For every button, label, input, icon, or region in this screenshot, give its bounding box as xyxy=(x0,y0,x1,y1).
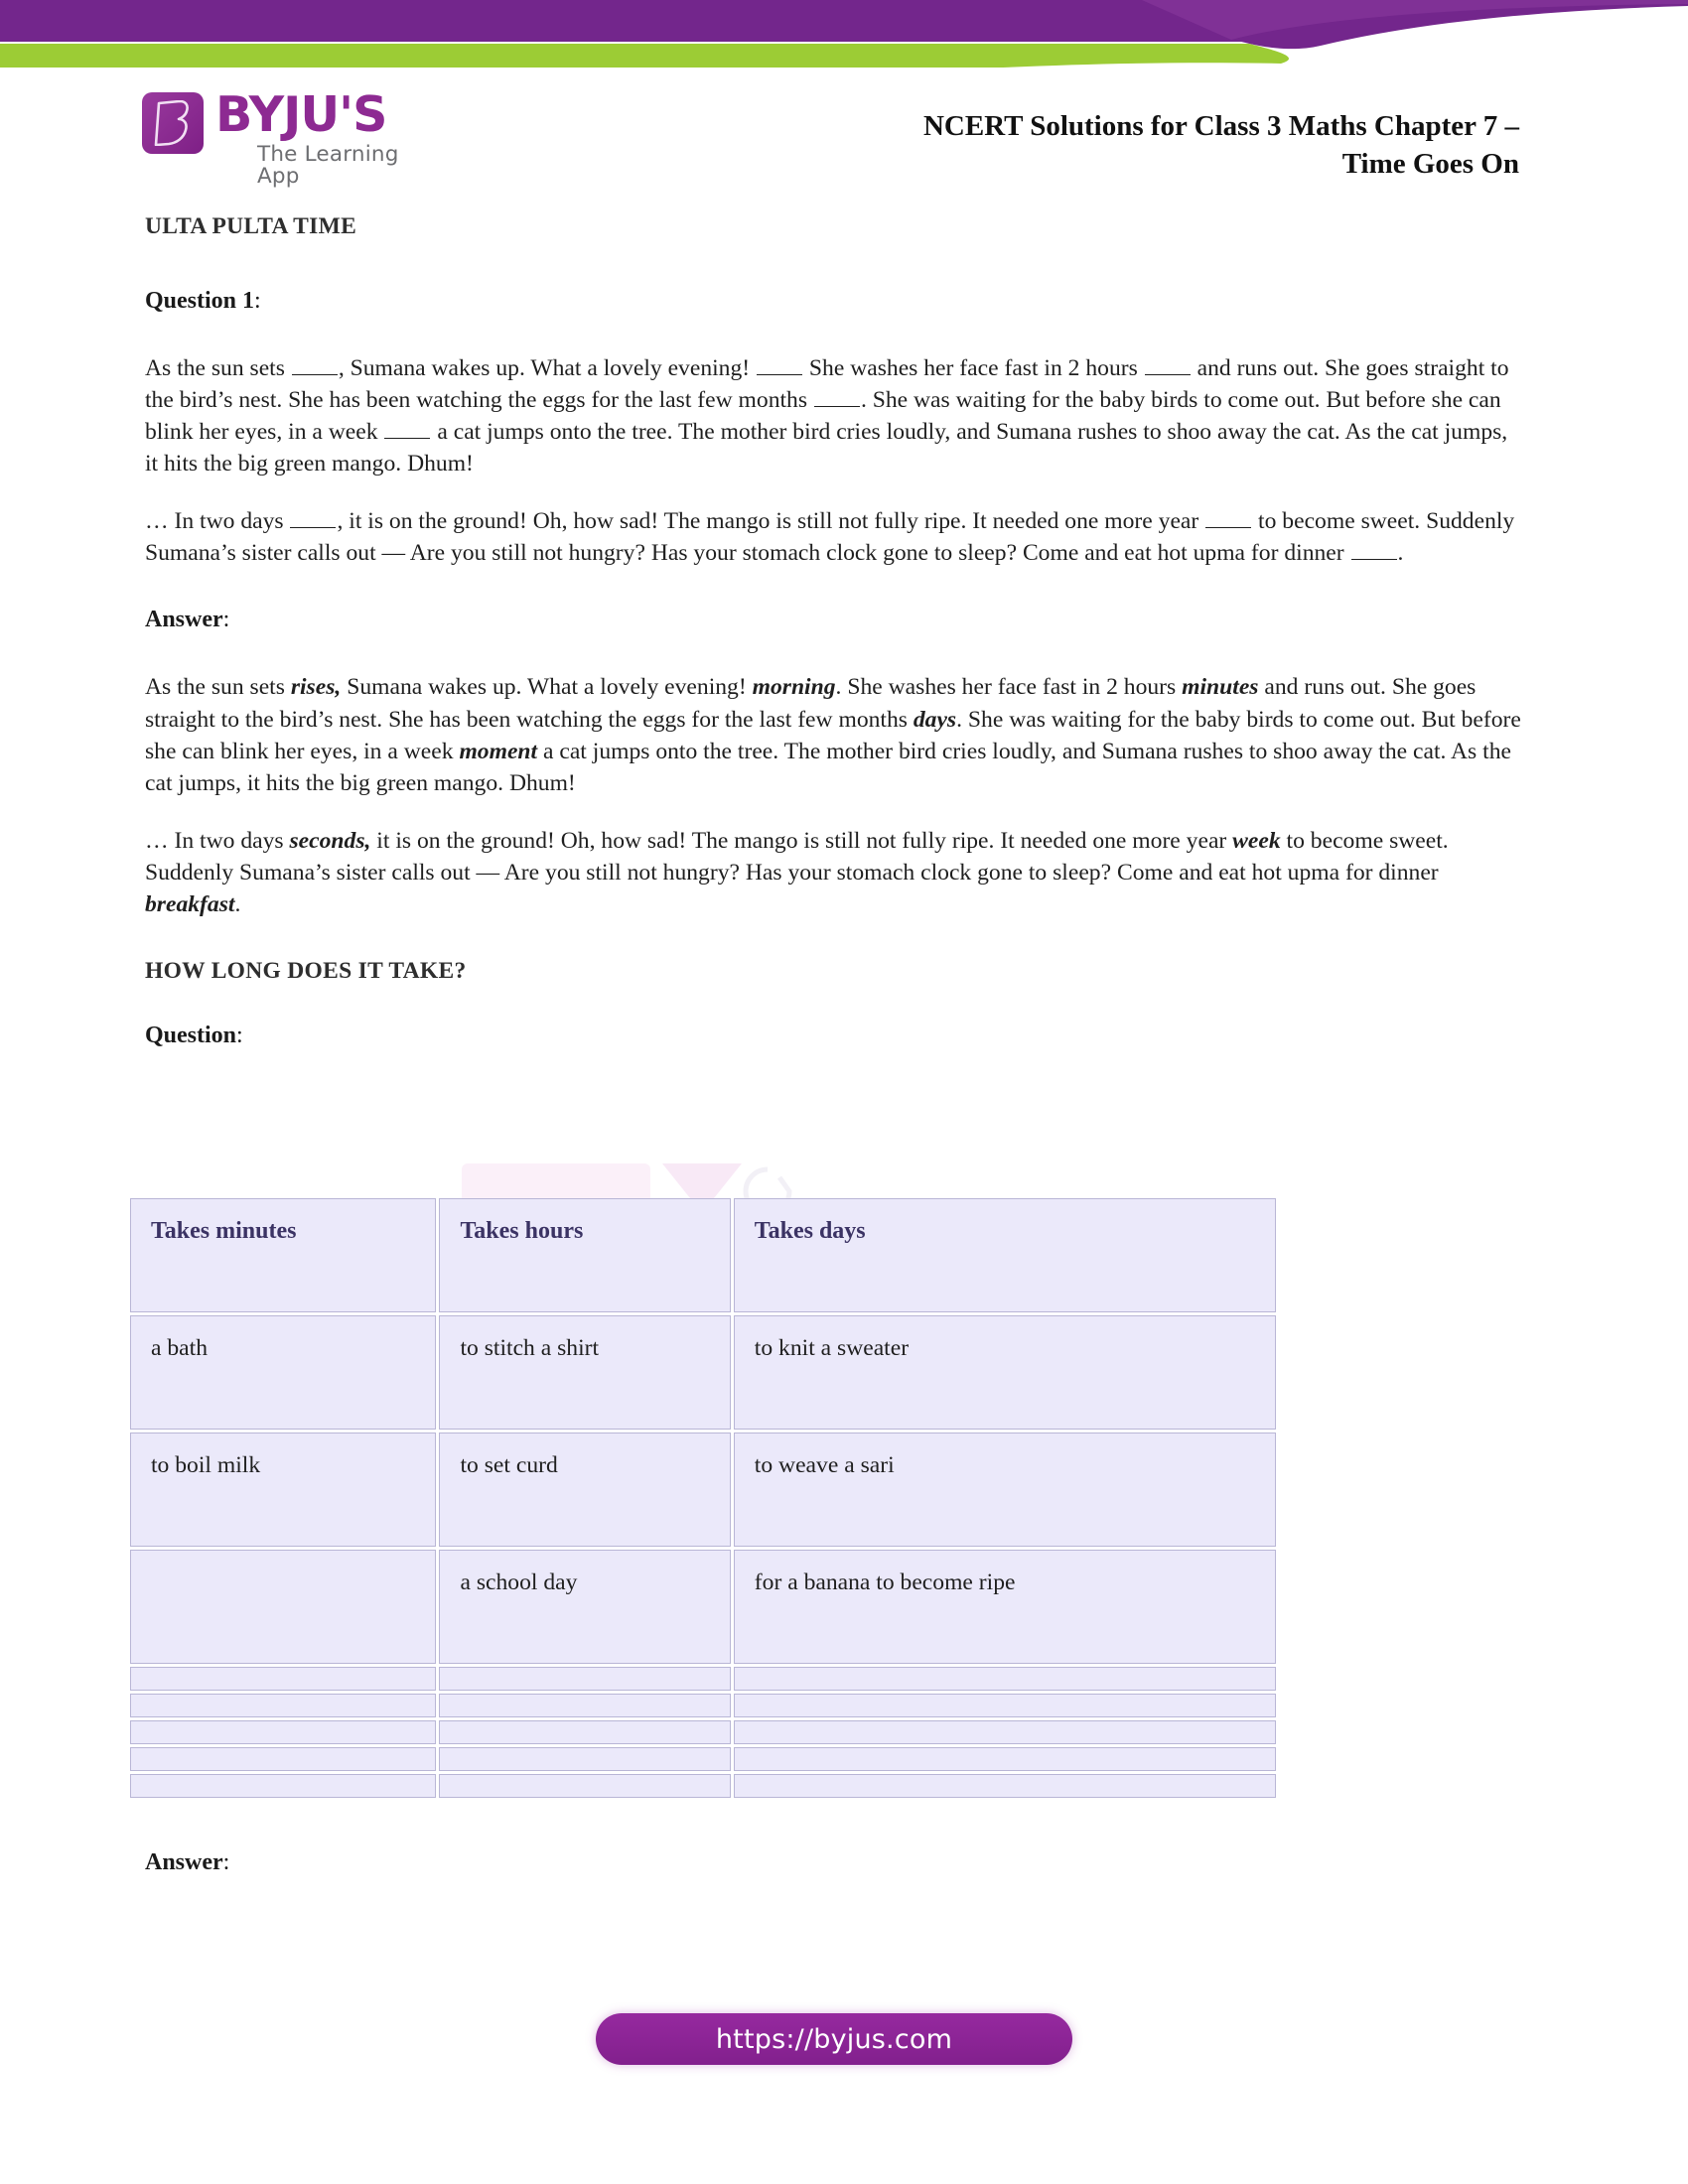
table-empty-row xyxy=(130,1720,1276,1744)
table-empty-cell xyxy=(439,1720,730,1744)
a1-p2-seg1: … In two days xyxy=(145,827,290,854)
table-body xyxy=(130,1198,1276,1798)
answer-2-label-text: Answer xyxy=(145,1849,223,1875)
table-row xyxy=(130,1550,1276,1664)
table-empty-row xyxy=(130,1774,1276,1798)
table-empty-cell xyxy=(734,1694,1276,1717)
question-1-paragraph-1 xyxy=(145,352,1525,479)
blank-line xyxy=(1145,355,1191,375)
blank-line xyxy=(1351,540,1397,560)
byjus-logo-wordmark: BYJU'S xyxy=(215,86,387,143)
blank-line xyxy=(814,387,860,407)
section-heading-ulta-pulta-time: ULTA PULTA TIME xyxy=(145,213,357,239)
table-cell: a bath xyxy=(130,1315,436,1430)
table-cell: to boil milk xyxy=(130,1433,436,1547)
table-empty-cell xyxy=(734,1720,1276,1744)
question-1-paragraph-2 xyxy=(145,505,1525,569)
question-2-label xyxy=(145,1023,1525,1049)
table-empty-cell xyxy=(130,1694,436,1717)
table-empty-cell xyxy=(130,1774,436,1798)
table-cell: for a banana to become ripe xyxy=(734,1550,1276,1664)
answer-1-paragraph-1 xyxy=(145,671,1525,798)
footer-url-button[interactable] xyxy=(596,2013,1072,2065)
answer-1-label-colon: : xyxy=(222,607,230,633)
a1-p1-seg3: . She washes her face fast in 2 hours xyxy=(835,674,1183,701)
table-empty-cell xyxy=(130,1667,436,1691)
table-header-takes-minutes: Takes minutes xyxy=(130,1198,436,1312)
a1-p2-seg3: to become sweet. Suddenly Sumana’s sister calls out — Are you still not hungry? Has your stomach clock gone to sleep? Come and eat hot upma for dinner xyxy=(145,827,1449,886)
table-cell xyxy=(130,1550,436,1664)
answer-2-label-colon: : xyxy=(222,1849,230,1875)
footer-url-text: https://byjus.com xyxy=(715,2023,953,2055)
table-cell: to knit a sweater xyxy=(734,1315,1276,1430)
a1-p1-seg6: a cat jumps onto the tree. The mother bird cries loudly, and Sumana rushes to shoo away the cat. As the cat jumps, it hits the big green mango. Dhum! xyxy=(145,738,1511,796)
q1-p2-seg3: to become sweet. Suddenly Sumana’s sister calls out — Are you still not hungry? Has your stomach clock gone to sleep? Come and eat hot upma for dinner xyxy=(145,508,1515,567)
question-2-label-colon: : xyxy=(236,1023,243,1049)
blank-line xyxy=(1205,508,1251,528)
a1-p1-seg5: . She was waiting for the baby birds to come out. But before she can blink her eyes, in a week xyxy=(145,706,1521,764)
q1-p2-seg2: , it is on the ground! Oh, how sad! The mango is still not fully ripe. It needed one more year xyxy=(337,508,1205,535)
table-empty-row xyxy=(130,1747,1276,1771)
table-header-takes-days: Takes days xyxy=(734,1198,1276,1312)
question-2-label-text: Question xyxy=(145,1023,237,1049)
a1-p1-seg4: and runs out. She goes straight to the bird’s nest. She has been watching the eggs for the last few months xyxy=(145,674,1477,733)
table-cell: a school day xyxy=(439,1550,730,1664)
document-content xyxy=(145,213,1525,1049)
byjus-logo xyxy=(142,86,440,189)
table-empty-row xyxy=(130,1667,1276,1691)
blank-line xyxy=(757,355,802,375)
a1-fill-seconds: seconds, xyxy=(289,827,371,854)
question-1-label-text: Question 1 xyxy=(145,288,255,314)
header-decoration-svg xyxy=(0,0,1688,69)
header-decoration-band xyxy=(0,0,1688,69)
a1-fill-rises: rises, xyxy=(290,674,342,701)
table-cell: to stitch a shirt xyxy=(439,1315,730,1430)
blank-line xyxy=(292,355,338,375)
blank-line xyxy=(384,419,430,439)
q1-p2-seg4: . xyxy=(1397,540,1404,567)
table-row xyxy=(130,1315,1276,1430)
blank-line xyxy=(290,508,336,528)
a1-fill-week: week xyxy=(1232,827,1281,854)
q1-p1-seg1: As the sun sets xyxy=(145,355,291,381)
page-title-line-1: NCERT Solutions for Class 3 Maths Chapter 7 – xyxy=(922,110,1519,142)
table-cell: to weave a sari xyxy=(734,1433,1276,1547)
table-empty-cell xyxy=(734,1774,1276,1798)
byjus-logo-mark xyxy=(142,92,204,154)
a1-p1-seg2: Sumana wakes up. What a lovely evening! xyxy=(341,674,753,701)
how-long-does-it-take-table xyxy=(127,1195,1279,1801)
a1-fill-moment: moment xyxy=(459,738,538,764)
a1-p2-seg4: . xyxy=(234,890,241,917)
byjus-logo-tagline: The Learning App xyxy=(257,142,399,189)
table-empty-row xyxy=(130,1694,1276,1717)
table-empty-cell xyxy=(734,1667,1276,1691)
table-empty-cell xyxy=(439,1774,730,1798)
how-long-does-it-take-table-wrapper xyxy=(127,1195,1279,1801)
a1-fill-days: days xyxy=(913,706,957,733)
table-empty-cell xyxy=(734,1747,1276,1771)
a1-fill-breakfast: breakfast xyxy=(145,890,235,917)
page-title xyxy=(695,107,1519,184)
a1-p1-seg1: As the sun sets xyxy=(145,674,291,701)
q1-p1-seg2: , Sumana wakes up. What a lovely evening! xyxy=(338,355,757,381)
section-heading-how-long-does-it-take: HOW LONG DOES IT TAKE? xyxy=(145,958,467,985)
table-empty-cell xyxy=(130,1720,436,1744)
purple-swoosh-shape xyxy=(1142,0,1688,40)
table-empty-cell xyxy=(439,1667,730,1691)
purple-band-shape xyxy=(0,0,1688,49)
q1-p1-seg5: . She was waiting for the baby birds to come out. But before she can blink her eyes, in a week xyxy=(145,387,1501,446)
page-title-line-2: Time Goes On xyxy=(1341,148,1519,181)
a1-fill-minutes: minutes xyxy=(1182,674,1259,701)
table-header-takes-hours: Takes hours xyxy=(439,1198,730,1312)
table-empty-cell xyxy=(130,1747,436,1771)
q1-p1-seg4: and runs out. She goes straight to the bird’s nest. She has been watching the eggs for the last few months xyxy=(145,355,1509,414)
answer-2-label xyxy=(145,1849,229,1876)
table-empty-cell xyxy=(439,1694,730,1717)
b-letter-icon xyxy=(153,100,191,146)
answer-1-paragraph-2 xyxy=(145,825,1525,920)
question-1-label xyxy=(145,288,1525,315)
table-header-row xyxy=(130,1198,1276,1312)
question-1-label-colon: : xyxy=(254,288,261,314)
a1-fill-morning: morning xyxy=(752,674,836,701)
q1-p1-seg6: a cat jumps onto the tree. The mother bird cries loudly, and Sumana rushes to shoo away the cat. As the cat jumps, it hits the big green mango. Dhum! xyxy=(145,419,1508,478)
q1-p1-seg3: She washes her face fast in 2 hours xyxy=(803,355,1144,381)
q1-p2-seg1: … In two days xyxy=(145,508,290,535)
answer-1-label xyxy=(145,607,1525,633)
green-band-shape xyxy=(0,44,1289,68)
table-empty-cell xyxy=(439,1747,730,1771)
table-cell: to set curd xyxy=(439,1433,730,1547)
a1-p2-seg2: it is on the ground! Oh, how sad! The mango is still not fully ripe. It needed one more year xyxy=(370,827,1233,854)
answer-1-label-text: Answer xyxy=(145,607,223,633)
table-row xyxy=(130,1433,1276,1547)
